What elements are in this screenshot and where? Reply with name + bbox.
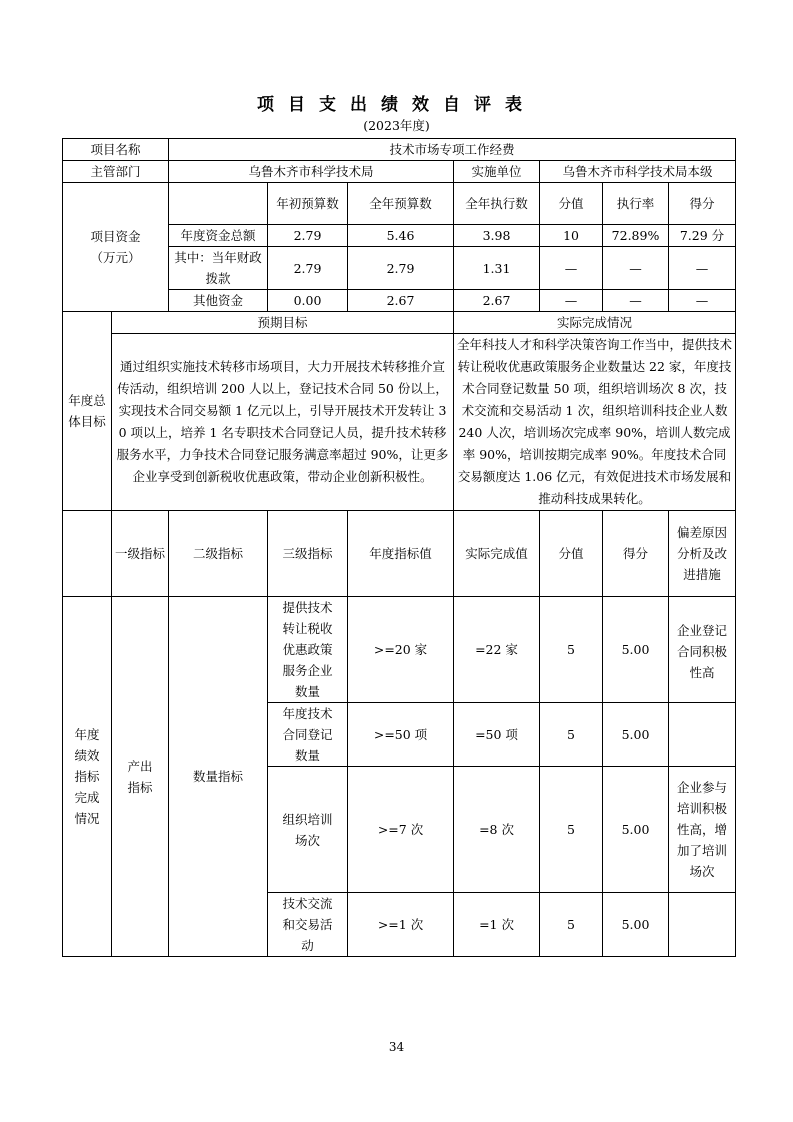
funds-cell: —: [540, 247, 603, 290]
funds-cell: 5.46: [348, 225, 454, 247]
funds-cell: —: [669, 247, 736, 290]
indicator-score: 5.00: [603, 597, 669, 703]
indicator-header-actual: 实际完成值: [454, 511, 540, 597]
expected-goal-text: 通过组织实施技术转移市场项目，大力开展技术转移推介宣传活动，组织培训 200 人以上，登记技术合同 50 份以上，实现技术合同交易额 1 亿元以上，引导开展技术开发转让 30 项以上，培养 1 名专职技术合同登记人员，提升技术转移服务水平，力争技术合同登记服务满意率超过 90%，让更多企业享受到创新税收优惠政策，带动企业创新积极性。: [112, 334, 454, 511]
funds-cell: —: [669, 290, 736, 312]
funds-header-cell: 得分: [669, 183, 736, 225]
indicator-level2: 数量指标: [169, 597, 268, 957]
funds-cell: —: [603, 247, 669, 290]
indicator-score: 5.00: [603, 767, 669, 893]
funds-row-label: 年度资金总额: [169, 225, 268, 247]
funds-header-cell: 执行率: [603, 183, 669, 225]
funds-header-cell: 分值: [540, 183, 603, 225]
indicator-level3: 年度技术合同登记数量: [268, 703, 348, 767]
indicator-actual: =22 家: [454, 597, 540, 703]
funds-row-label: 其他资金: [169, 290, 268, 312]
funds-cell: 2.67: [348, 290, 454, 312]
indicator-level3: 提供技术转让税收优惠政策服务企业数量: [268, 597, 348, 703]
impl-label: 实施单位: [454, 161, 540, 183]
funds-header-row: [63, 183, 736, 225]
indicator-score: 5.00: [603, 893, 669, 957]
funds-header-blank: [169, 183, 268, 225]
funds-cell: 10: [540, 225, 603, 247]
indicator-score-value: 5: [540, 703, 603, 767]
indicator-level3: 组织培训场次: [268, 767, 348, 893]
impl-value: 乌鲁木齐市科学技术局本级: [540, 161, 736, 183]
indicator-level3: 技术交流和交易活动: [268, 893, 348, 957]
indicator-score-value: 5: [540, 893, 603, 957]
indicator-actual: =8 次: [454, 767, 540, 893]
indicator-section-label: 年度绩效指标完成情况: [63, 597, 112, 957]
indicator-header-target: 年度指标值: [348, 511, 454, 597]
indicator-target: >=1 次: [348, 893, 454, 957]
expected-goal-header: 预期目标: [112, 312, 454, 334]
indicator-score-value: 5: [540, 767, 603, 893]
indicator-row: [63, 597, 736, 703]
project-name-label: 项目名称: [63, 139, 169, 161]
goals-section-label: 年度总体目标: [63, 312, 112, 511]
indicator-target: >=50 项: [348, 703, 454, 767]
funds-cell: 1.31: [454, 247, 540, 290]
funds-cell: 0.00: [268, 290, 348, 312]
funds-section-label: [63, 183, 169, 312]
indicator-header-score: 得分: [603, 511, 669, 597]
indicator-deviation: [669, 703, 736, 767]
funds-cell: 2.67: [454, 290, 540, 312]
performance-table: [62, 138, 736, 957]
funds-header-cell: 年初预算数: [268, 183, 348, 225]
page-number: 34: [388, 1040, 405, 1054]
funds-header-cell: 全年预算数: [348, 183, 454, 225]
dept-label: 主管部门: [63, 161, 169, 183]
indicator-header-level3: 三级指标: [268, 511, 348, 597]
indicator-score-value: 5: [540, 597, 603, 703]
goals-header-row: [63, 312, 736, 334]
dept-value: 乌鲁木齐市科学技术局: [169, 161, 454, 183]
indicator-actual: =1 次: [454, 893, 540, 957]
indicator-header-blank: [63, 511, 112, 597]
page-title: 项目支出绩效自评表: [257, 95, 536, 115]
funds-label-line1: 项目资金: [90, 229, 141, 244]
indicator-level1: 产出指标: [112, 597, 169, 957]
indicator-header-score-value: 分值: [540, 511, 603, 597]
dept-row: [63, 161, 736, 183]
funds-cell: 2.79: [268, 225, 348, 247]
funds-row-label: 其中：当年财政拨款: [169, 247, 268, 290]
indicator-header-deviation: 偏差原因分析及改进措施: [669, 511, 736, 597]
indicator-header-level2: 二级指标: [169, 511, 268, 597]
funds-cell: —: [603, 290, 669, 312]
indicator-header-level1: 一级指标: [112, 511, 169, 597]
year-subtitle: (2023年度): [363, 118, 430, 133]
project-name-value: 技术市场专项工作经费: [169, 139, 736, 161]
funds-cell: 7.29 分: [669, 225, 736, 247]
funds-label-line2: （万元）: [90, 250, 141, 265]
funds-cell: 3.98: [454, 225, 540, 247]
indicator-actual: =50 项: [454, 703, 540, 767]
actual-result-header: 实际完成情况: [454, 312, 736, 334]
funds-cell: 2.79: [268, 247, 348, 290]
indicator-deviation: 企业参与培训积极性高，增加了培训场次: [669, 767, 736, 893]
indicator-target: >=20 家: [348, 597, 454, 703]
funds-header-cell: 全年执行数: [454, 183, 540, 225]
indicator-target: >=7 次: [348, 767, 454, 893]
indicator-score: 5.00: [603, 703, 669, 767]
goals-text-row: [63, 334, 736, 511]
funds-cell: —: [540, 290, 603, 312]
actual-result-text: 全年科技人才和科学决策咨询工作当中，提供技术转让税收优惠政策服务企业数量达 22 家，年度技术合同登记数量 50 项，组织培训场次 8 次，技术交流和交易活动 1 次，组织培训科技企业人数 240 人次，培训场次完成率 90%，培训人数完成率 90%，培训按期完成率 90%。年度技术合同交易额度达 1.06 亿元，有效促进技术市场发展和推动科技成果转化。: [454, 334, 736, 511]
indicator-header-row: [63, 511, 736, 597]
project-name-row: [63, 139, 736, 161]
funds-cell: 2.79: [348, 247, 454, 290]
indicator-deviation: 企业登记合同积极性高: [669, 597, 736, 703]
indicator-deviation: [669, 893, 736, 957]
funds-cell: 72.89%: [603, 225, 669, 247]
